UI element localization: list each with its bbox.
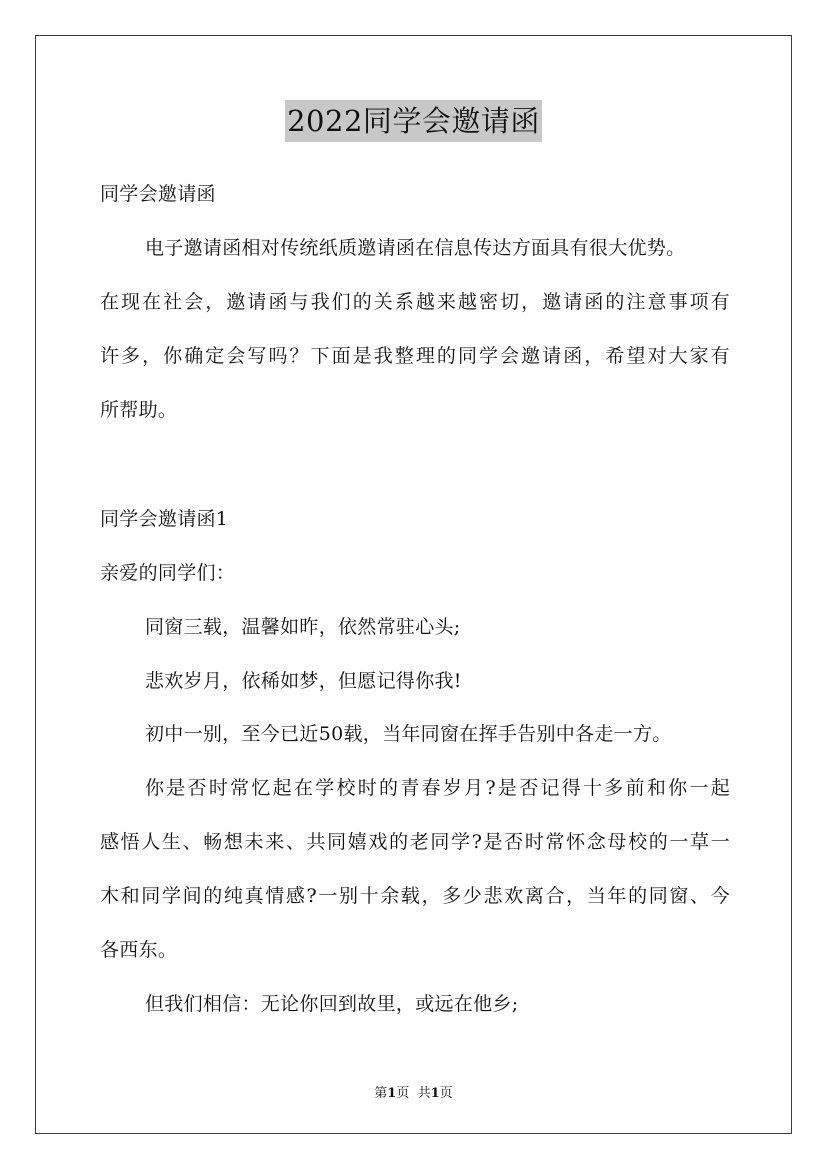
- intro-line-4: 所帮助。: [100, 399, 178, 421]
- body-line-7: 各西东。: [100, 939, 178, 961]
- footer-page-prefix: 第: [374, 1086, 388, 1101]
- intro-line-1: 电子邀请函相对传统纸质邀请函在信息传达方面具有很大优势。: [145, 237, 686, 259]
- body-line-1: 同窗三载，温馨如昨，依然常驻心头;: [145, 616, 461, 638]
- body-line-5: 感悟人生、畅想未来、共同嬉戏的老同学?是否时常怀念母校的一草一: [100, 831, 730, 853]
- page-footer: [0, 1085, 827, 1103]
- footer-total-suffix: 页: [439, 1086, 453, 1101]
- footer-total-prefix: 共: [417, 1086, 431, 1101]
- body-line-2: 悲欢岁月，依稀如梦，但愿记得你我!: [145, 670, 462, 692]
- document-title: 2022同学会邀请函: [285, 100, 542, 142]
- letter-heading: 同学会邀请函1: [100, 508, 229, 530]
- body-line-8: 但我们相信：无论你回到故里，或远在他乡;: [145, 993, 519, 1015]
- title-container: [0, 100, 827, 142]
- salutation: 亲爱的同学们：: [100, 562, 236, 584]
- section-heading: 同学会邀请函: [100, 183, 216, 205]
- footer-page-current: 1: [387, 1086, 397, 1101]
- intro-line-2: 在现在社会，邀请函与我们的关系越来越密切，邀请函的注意事项有: [100, 291, 730, 313]
- body-line-4: 你是否时常忆起在学校时的青春岁月?是否记得十多前和你一起: [145, 777, 730, 799]
- body-line-6: 木和同学间的纯真情感?一别十余载，多少悲欢离合，当年的同窗、今: [100, 885, 730, 907]
- body-line-3: 初中一别，至今已近50载，当年同窗在挥手告别中各走一方。: [145, 723, 672, 745]
- footer-page-total: 1: [430, 1086, 440, 1101]
- footer-page-suffix: 页: [396, 1086, 410, 1101]
- intro-line-3: 许多，你确定会写吗？下面是我整理的同学会邀请函，希望对大家有: [100, 345, 730, 367]
